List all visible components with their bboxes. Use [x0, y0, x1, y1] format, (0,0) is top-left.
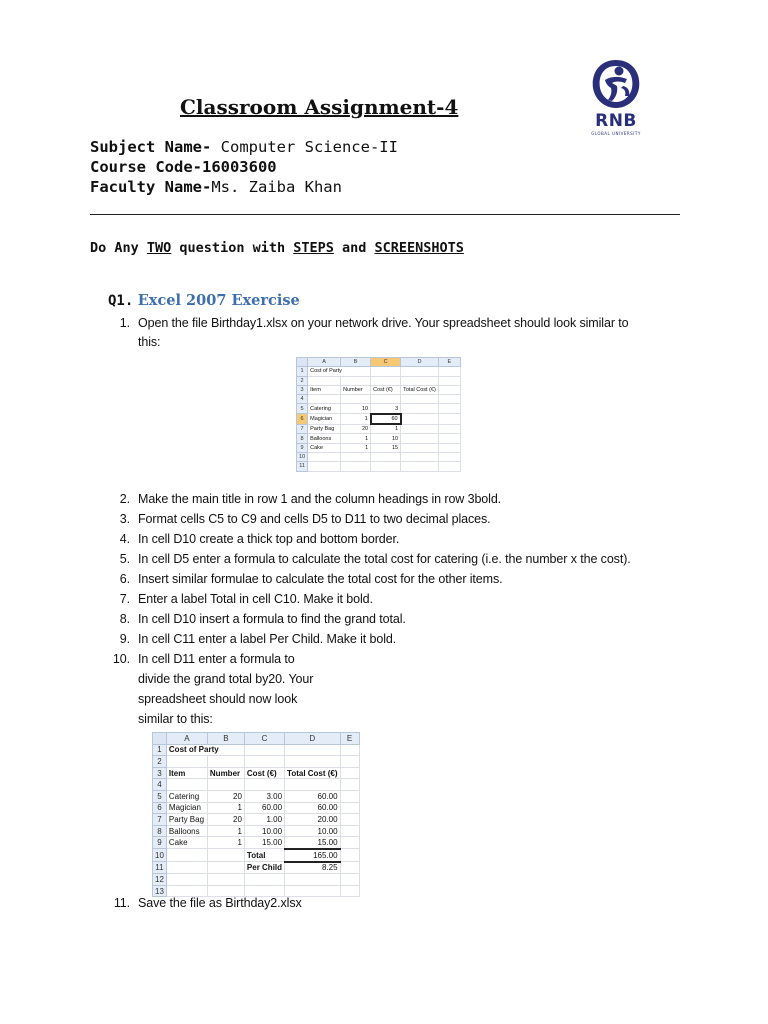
step-number: 1.	[119, 316, 130, 330]
cell: Cake	[308, 443, 341, 452]
instruction-emphasis: SCREENSHOTS	[374, 240, 464, 256]
cell: 60.00	[285, 802, 341, 814]
cell: 10.00	[285, 825, 341, 837]
step-number: 8.	[119, 612, 130, 626]
subject-label: Subject Name-	[90, 138, 212, 156]
column-header: E	[340, 733, 359, 745]
faculty-label: Faculty Name-	[90, 178, 212, 196]
column-header: A	[308, 358, 341, 367]
row-header: 2	[297, 376, 308, 385]
cell: 15.00	[285, 837, 341, 849]
cell: Total Cost (€)	[285, 767, 341, 779]
step-text: Save the file as Birthday2.xlsx	[138, 896, 302, 910]
cell: Total Cost (€)	[401, 385, 439, 394]
cell: 165.00	[285, 849, 341, 862]
cell: 60.00	[244, 802, 284, 814]
cell: 1	[371, 424, 401, 434]
step-text: similar to this:	[138, 712, 213, 726]
cell: Balloons	[308, 434, 341, 443]
cell: 1	[207, 825, 244, 837]
step-text: Open the file Birthday1.xlsx on your network drive. Your spreadsheet should look similar to	[138, 316, 629, 330]
cell: Balloons	[166, 825, 207, 837]
cell: Number	[341, 385, 371, 394]
row-header: 8	[297, 434, 308, 443]
cell: 10.00	[244, 825, 284, 837]
column-header: B	[207, 733, 244, 745]
cell: 1	[341, 434, 371, 443]
step-number: 6.	[119, 572, 130, 586]
step-text: Enter a label Total in cell C10. Make it bold.	[138, 592, 373, 606]
column-header: C	[244, 733, 284, 745]
question-heading	[108, 292, 300, 310]
step-text: In cell D11 enter a formula to	[138, 652, 295, 666]
step-number: 10.	[112, 652, 130, 666]
logo-subtitle: GLOBAL UNIVERSITY	[591, 131, 641, 136]
spreadsheet-screenshot-1	[296, 357, 461, 472]
cell: Item	[308, 385, 341, 394]
cell: 3	[371, 404, 401, 414]
step-number: 3.	[119, 512, 130, 526]
page-title: Classroom Assignment-4	[180, 95, 459, 119]
cell: 1.00	[244, 814, 284, 826]
cell: 3.00	[244, 790, 284, 802]
logo-wordmark: RNB	[595, 111, 637, 131]
spreadsheet-screenshot-2	[152, 732, 360, 897]
row-header: 3	[153, 767, 167, 779]
cell: 15.00	[244, 837, 284, 849]
cell: 10	[371, 434, 401, 443]
cell: Party Bag	[166, 814, 207, 826]
column-header: D	[285, 733, 341, 745]
cell: Per Child	[244, 862, 284, 874]
cell: 20.00	[285, 814, 341, 826]
step-number: 11.	[113, 896, 130, 910]
row-header: 6	[297, 414, 308, 424]
column-header: D	[401, 358, 439, 367]
subject-value: Computer Science-II	[211, 138, 398, 156]
row-header: 11	[297, 462, 308, 471]
instruction-emphasis: STEPS	[293, 240, 334, 256]
column-header: E	[438, 358, 460, 367]
cell: 20	[207, 790, 244, 802]
row-header: 4	[297, 395, 308, 404]
cell: Cost of Party	[308, 367, 371, 376]
step-text: Format cells C5 to C9 and cells D5 to D11 to two decimal places.	[138, 512, 491, 526]
cell: Cake	[166, 837, 207, 849]
sheet-corner	[153, 733, 167, 745]
question-number: Q1.	[108, 293, 134, 309]
cell: Cost (€)	[244, 767, 284, 779]
step-number: 7.	[119, 592, 130, 606]
cell: Cost (€)	[371, 385, 401, 394]
row-header: 7	[153, 814, 167, 826]
cell: Total	[244, 849, 284, 862]
cell: Party Bag	[308, 424, 341, 434]
instruction-text: Do Any	[90, 240, 147, 256]
row-header: 9	[153, 837, 167, 849]
cell: Magician	[308, 414, 341, 424]
step-number: 5.	[119, 552, 130, 566]
row-header: 1	[297, 367, 308, 376]
cell: Catering	[308, 404, 341, 414]
row-header: 2	[153, 756, 167, 768]
active-cell: 60	[371, 414, 401, 424]
column-header: B	[341, 358, 371, 367]
cell: Magician	[166, 802, 207, 814]
cell: 1	[207, 837, 244, 849]
divider	[90, 214, 680, 215]
row-header: 3	[297, 385, 308, 394]
row-header: 5	[297, 404, 308, 414]
instruction-text: question with	[171, 240, 294, 256]
column-header: C	[371, 358, 401, 367]
cell: Item	[166, 767, 207, 779]
row-header: 10	[153, 849, 167, 862]
cell: Cost of Party	[166, 744, 244, 756]
step-text: In cell D10 insert a formula to find the grand total.	[138, 612, 406, 626]
step-text: divide the grand total by20. Your	[138, 672, 314, 686]
cell: 60.00	[285, 790, 341, 802]
cell: 10	[341, 404, 371, 414]
row-header: 4	[153, 779, 167, 791]
faculty-line	[90, 177, 342, 197]
row-header: 5	[153, 790, 167, 802]
row-header: 9	[297, 443, 308, 452]
cell: Number	[207, 767, 244, 779]
cell: 1	[207, 802, 244, 814]
cell: 15	[371, 443, 401, 452]
instruction	[90, 240, 464, 256]
row-header: 12	[153, 874, 167, 886]
row-header: 7	[297, 424, 308, 434]
step-number: 4.	[119, 532, 130, 546]
course-line	[90, 157, 277, 177]
step-number: 2.	[119, 492, 130, 506]
step-text: Make the main title in row 1 and the column headings in row 3bold.	[138, 492, 502, 506]
step-text: In cell D10 create a thick top and bottom border.	[138, 532, 400, 546]
cell: 8.25	[285, 862, 341, 874]
cell: 1	[341, 414, 371, 424]
row-header: 1	[153, 744, 167, 756]
column-header: A	[166, 733, 207, 745]
row-header: 13	[153, 885, 167, 897]
cell: 20	[341, 424, 371, 434]
step-text: In cell D5 enter a formula to calculate the total cost for catering (i.e. the number x the cost).	[138, 552, 631, 566]
instruction-text: and	[333, 240, 375, 256]
subject-line	[90, 137, 398, 157]
cell: 20	[207, 814, 244, 826]
cell: Catering	[166, 790, 207, 802]
cell: 1	[341, 443, 371, 452]
row-header: 8	[153, 825, 167, 837]
instruction-emphasis: TWO	[146, 240, 172, 256]
step-number: 9.	[119, 632, 130, 646]
faculty-value: Ms. Zaiba Khan	[211, 178, 342, 196]
step-text: spreadsheet should now look	[138, 692, 298, 706]
step-text: this:	[138, 335, 161, 349]
course-code: Course Code-16003600	[90, 158, 277, 176]
row-header: 10	[297, 452, 308, 461]
question-title: Excel 2007 Exercise	[137, 292, 300, 309]
sheet-corner	[297, 358, 308, 367]
step-text: Insert similar formulae to calculate the total cost for the other items.	[138, 572, 503, 586]
row-header: 6	[153, 802, 167, 814]
step-text: In cell C11 enter a label Per Child. Make it bold.	[138, 632, 397, 646]
row-header: 11	[153, 862, 167, 874]
